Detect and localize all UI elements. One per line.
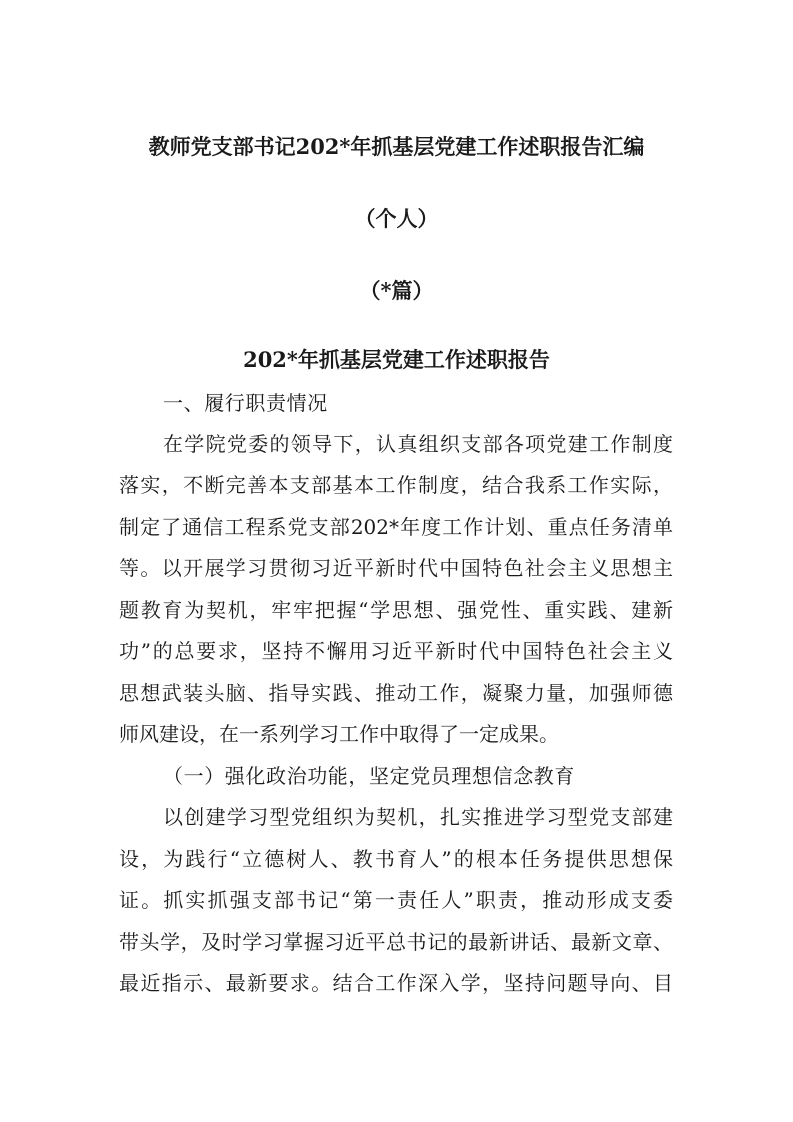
subsection-heading: （一）强化政治功能，坚定党员理想信念教育 bbox=[163, 764, 575, 788]
paragraph-line: 带头学，及时学习掌握习近平总书记的最新讲话、最新文章、 bbox=[119, 930, 673, 954]
document-title: 教师党支部书记202*年抓基层党建工作述职报告汇编 bbox=[148, 134, 645, 159]
paragraph-line: 功”的总要求，坚持不懈用习近平新时代中国特色社会主义 bbox=[119, 639, 673, 663]
paragraph-line: 在学院党委的领导下，认真组织支部各项党建工作制度 bbox=[163, 432, 673, 456]
section-heading: 一、履行职责情况 bbox=[163, 391, 328, 415]
document-subtitle-person: （个人） bbox=[354, 206, 439, 231]
paragraph-line: 师风建设，在一系列学习工作中取得了一定成果。 bbox=[119, 722, 559, 746]
document-subtitle-count: （*篇） bbox=[359, 278, 434, 303]
paragraph-line: 证。抓实抓强支部书记“第一责任人”职责，推动形成支委 bbox=[119, 888, 673, 912]
paragraph-line: 落实，不断完善本支部基本工作制度，结合我系工作实际， bbox=[119, 473, 673, 497]
paragraph-line: 设，为践行“立德树人、教书育人”的根本任务提供思想保 bbox=[119, 847, 673, 871]
report-title: 202*年抓基层党建工作述职报告 bbox=[243, 347, 550, 372]
paragraph-line: 最近指示、最新要求。结合工作深入学，坚持问题导向、目 bbox=[119, 971, 673, 995]
paragraph-line: 制定了通信工程系党支部202*年度工作计划、重点任务清单 bbox=[119, 515, 673, 539]
paragraph-line: 以创建学习型党组织为契机，扎实推进学习型党支部建 bbox=[163, 805, 673, 829]
paragraph-line: 等。以开展学习贯彻习近平新时代中国特色社会主义思想主 bbox=[119, 556, 673, 580]
paragraph-line: 题教育为契机，牢牢把握“学思想、强党性、重实践、建新 bbox=[119, 598, 673, 622]
paragraph-line: 思想武装头脑、指导实践、推动工作，凝聚力量，加强师德 bbox=[119, 681, 673, 705]
